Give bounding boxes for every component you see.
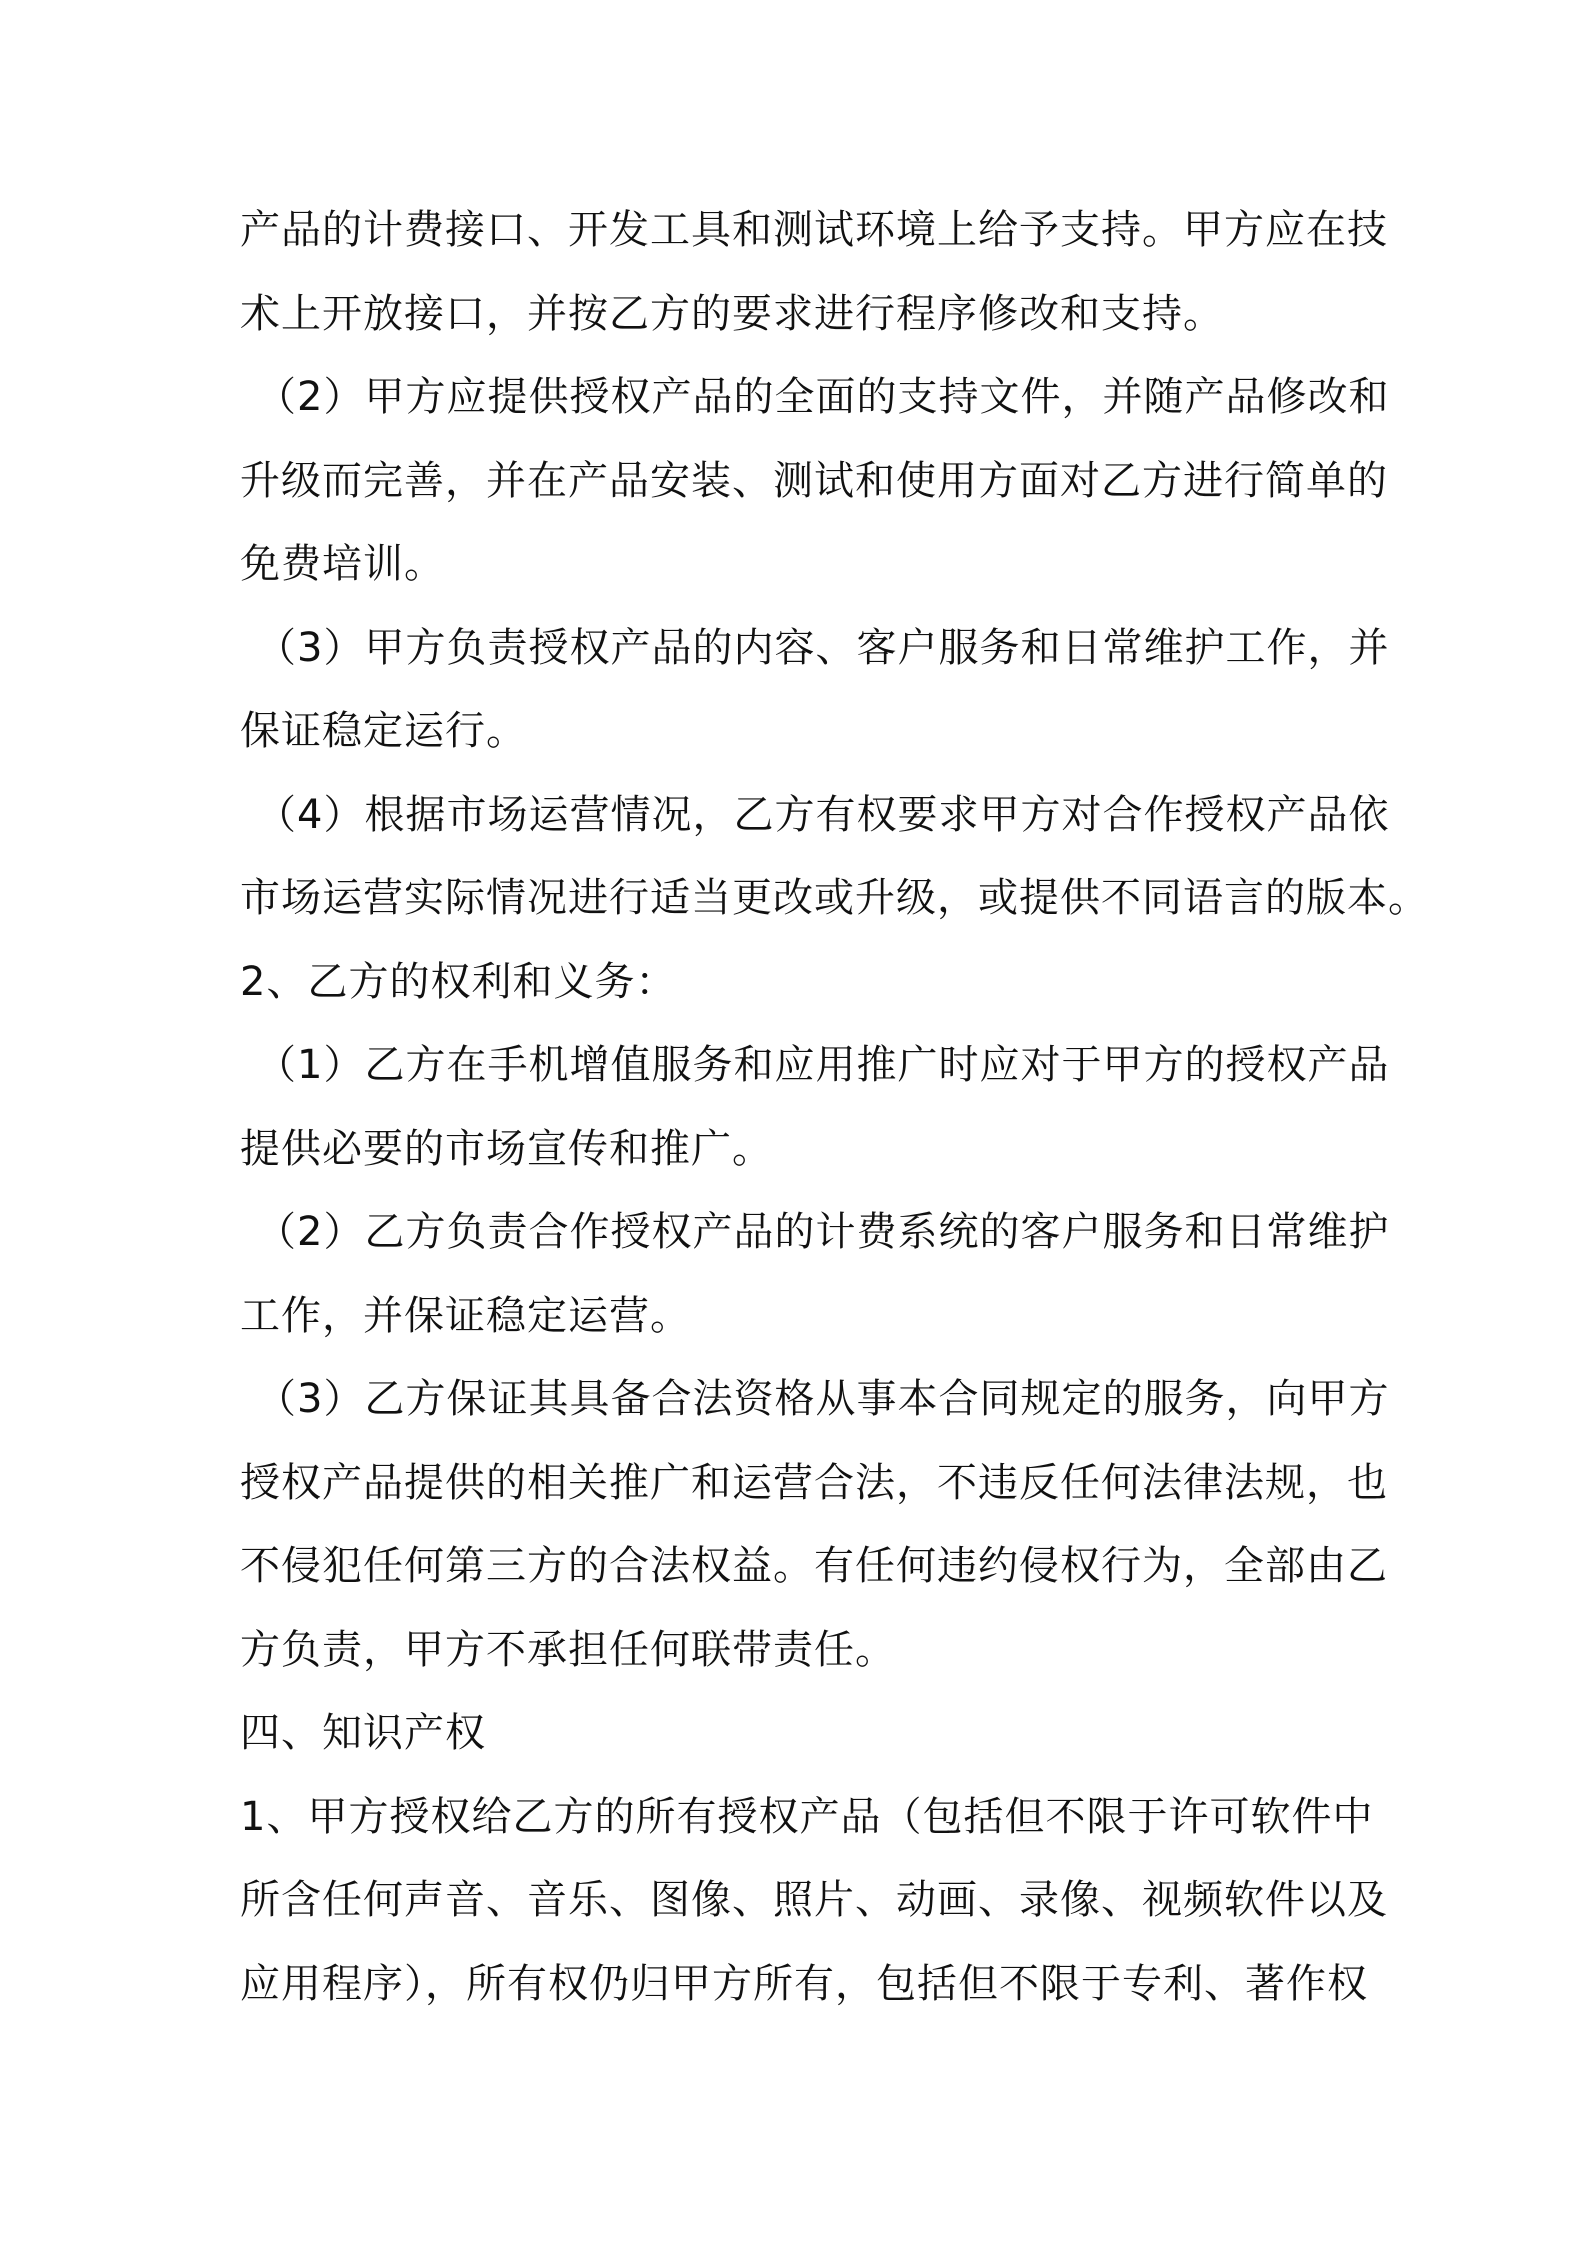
text-line: 2、乙方的权利和义务： xyxy=(240,959,677,1005)
text-line: 不侵犯任何第三方的合法权益。有任何违约侵权行为，全部由乙 xyxy=(240,1543,1388,1589)
text-line: 1、甲方授权给乙方的所有授权产品（包括但不限于许可软件中 xyxy=(240,1794,1374,1840)
section-heading: 四、知识产权 xyxy=(240,1710,486,1756)
text-line: （2）甲方应提供授权产品的全面的支持文件，并随产品修改和 xyxy=(256,374,1390,420)
text-line: 市场运营实际情况进行适当更改或升级，或提供不同语言的版本。 xyxy=(240,875,1429,921)
text-line: （2）乙方负责合作授权产品的计费系统的客户服务和日常维护 xyxy=(256,1209,1390,1255)
text-line: 保证稳定运行。 xyxy=(240,708,527,754)
text-line: 工作，并保证稳定运营。 xyxy=(240,1293,691,1339)
text-line: 授权产品提供的相关推广和运营合法，不违反任何法律法规，也 xyxy=(240,1460,1388,1506)
text-line: 所含任何声音、音乐、图像、照片、动画、录像、视频软件以及 xyxy=(240,1877,1388,1923)
text-line: （3）乙方保证其具备合法资格从事本合同规定的服务，向甲方 xyxy=(256,1376,1390,1422)
text-line: （1）乙方在手机增值服务和应用推广时应对于甲方的授权产品 xyxy=(256,1042,1390,1088)
text-line: 应用程序），所有权仍归甲方所有，包括但不限于专利、著作权 xyxy=(240,1961,1368,2007)
text-line: 提供必要的市场宣传和推广。 xyxy=(240,1126,773,1172)
text-line: 升级而完善，并在产品安装、测试和使用方面对乙方进行简单的 xyxy=(240,458,1388,504)
text-line: 产品的计费接口、开发工具和测试环境上给予支持。甲方应在技 xyxy=(240,207,1388,253)
text-line: 术上开放接口，并按乙方的要求进行程序修改和支持。 xyxy=(240,291,1224,337)
text-line: 免费培训。 xyxy=(240,541,445,587)
text-line: 方负责，甲方不承担任何联带责任。 xyxy=(240,1627,896,1673)
text-line: （3）甲方负责授权产品的内容、客户服务和日常维护工作，并 xyxy=(256,625,1390,671)
text-line: （4）根据市场运营情况，乙方有权要求甲方对合作授权产品依 xyxy=(256,792,1390,838)
